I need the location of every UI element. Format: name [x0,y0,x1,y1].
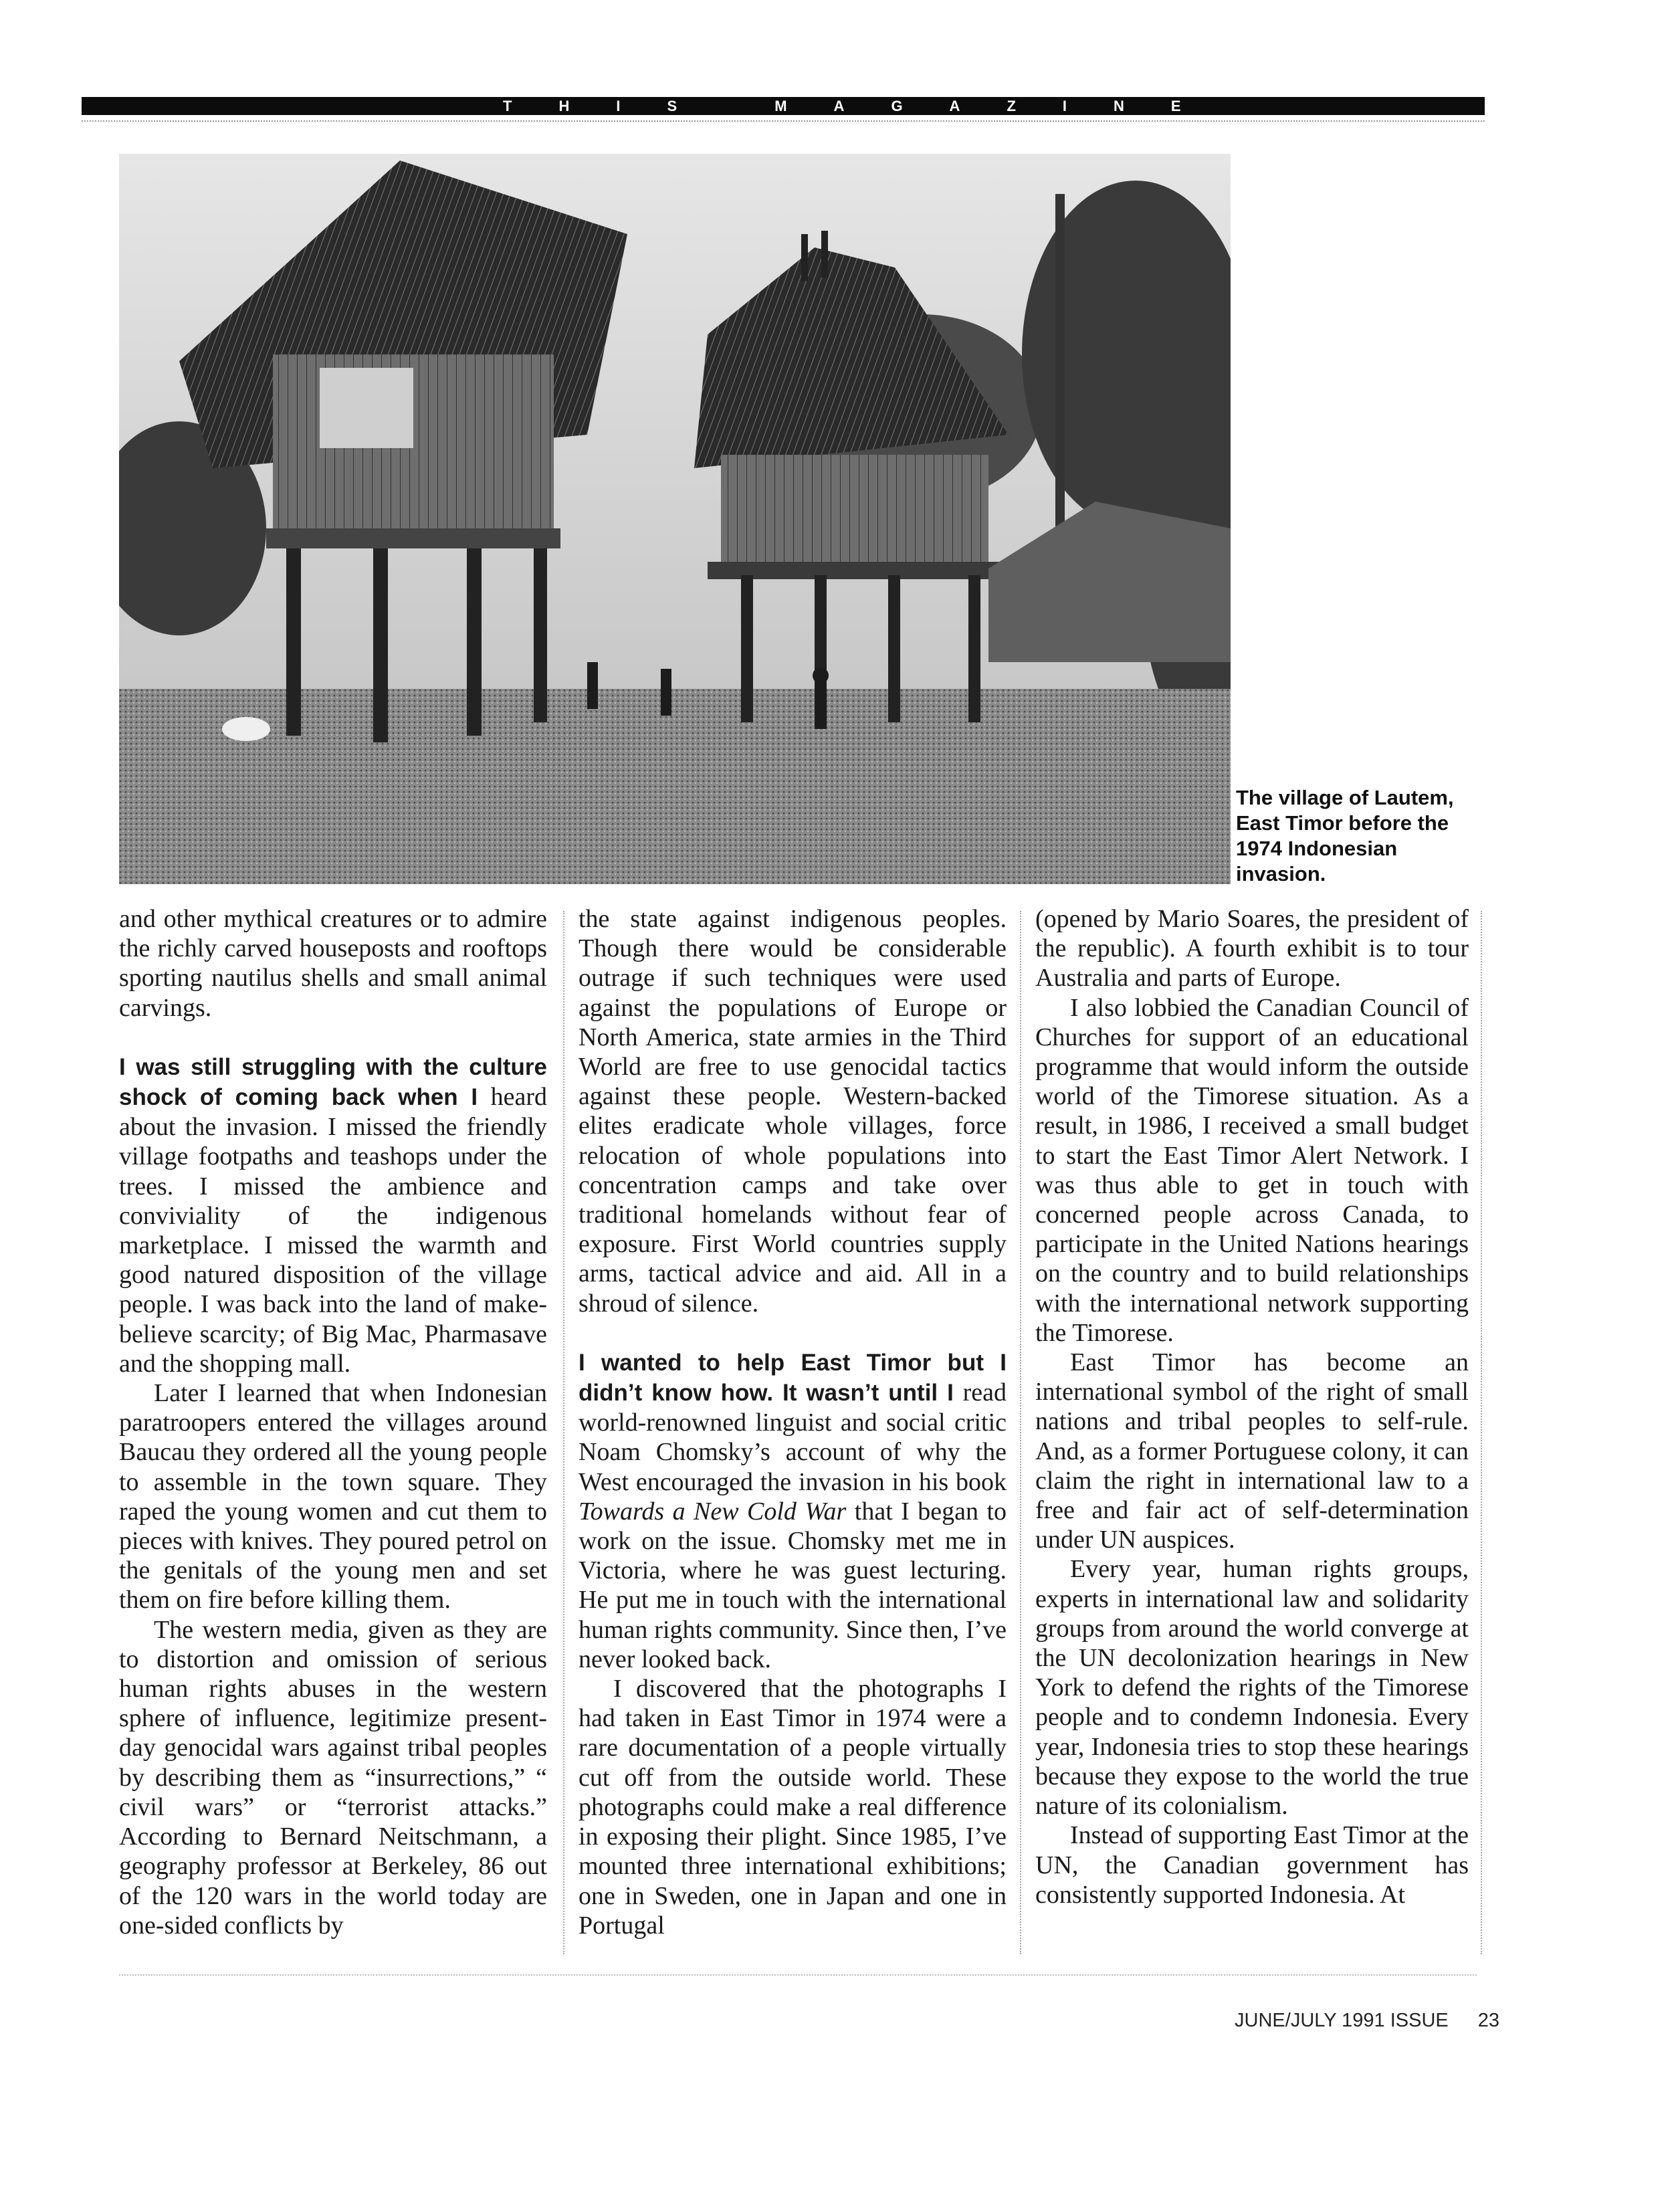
page-number: 23 [1477,2010,1499,2031]
article-column-2 [579,904,1007,1968]
col1-lead-in: I was still struggling with the culture shock of coming back when I [119,1053,547,1111]
book-title: Towards a New Cold War [579,1497,847,1526]
issue-label: JUNE/JULY 1991 ISSUE [1235,2010,1449,2031]
page-footer [1235,2010,1499,2032]
col3-paragraph-5: Instead of supporting East Timor at the UN, the Canadian government has consistently supported Indonesia. At [1035,1821,1469,1909]
photo-caption: The village of Lautem, East Timor before the 1974 Indonesian invasion. [1236,786,1454,886]
article-column-3 [1035,904,1469,1968]
col2-paragraph-2 [579,1348,1007,1674]
column-rule-3 [1481,911,1482,1954]
col3-paragraph-2: I also lobbied the Canadian Council of Churches for support of an educational programme that would inform the outside world of the Timorese situation. As a result, in 1986, I received a small budget to start the East Timor Alert Network. I was thus able to get in touch with concerned people across Canada, to participate in the United Nations hearings on the country and to build relationships with the international network supporting the Timorese. [1035,993,1469,1347]
col1-paragraph-3: Later I learned that when Indonesian paratroopers entered the villages around Baucau they ordered all the young people to assemble in the town square. They raped the young women and cut them to pieces with knives. They poured petrol on the genitals of the young men and set them on fire before killing them. [119,1379,547,1615]
magazine-masthead: THIS MAGAZINE [82,97,1485,115]
col2-paragraph-1: the state against indigenous peoples. Though there would be considerable outrage if such techniques were used against the populations of Europe or North America, state armies in the Third World are free to use genocidal tactics against these people. Western-backed elites eradicate whole villages, force relocation of whole populations into concentration camps and take over traditional homelands without fear of exposure. First World countries supply arms, tactical advice and aid. All in a shroud of silence. [579,905,1007,1318]
village-photo [119,154,1231,884]
col3-paragraph-3: East Timor has become an international symbol of the right of small nations and tribal peoples to self-rule. And, as a former Portuguese colony, it can claim the right in international law to a free and fair act of self-determination under UN auspices. [1035,1348,1469,1554]
col2-lead-in: I wanted to help East Timor but I didn’t know how. It wasn’t until I [579,1349,1007,1407]
top-rule [82,120,1485,122]
col1-paragraph-4: The western media, given as they are to distortion and omission of serious human rights abuses in the western sphere of influence, legitimize present-day genocidal wars against tribal peoples by describing them as “insurrections,” “ civil wars” or “terrorist attacks.” According to Bernard Neitschmann, a geography professor at Berkeley, 86 out of the 120 wars in the world today are one-sided conflicts by [119,1615,547,1940]
col2-paragraph-3: I discovered that the photographs I had taken in East Timor in 1974 were a rare documentation of a people virtually cut off from the outside world. These photographs could make a real difference in exposing their plight. Since 1985, I’ve mounted three international exhibitions; one in Sweden, one in Japan and one in Portugal [579,1675,1007,1940]
column-rule-2 [1020,911,1021,1954]
article-column-1 [119,904,547,1968]
col1-paragraph-2-text: heard about the invasion. I missed the friendly village footpaths and teashops under the trees. I missed the ambience and conviviality of the indigenous marketplace. I missed the warmth and good natured disposition of the village people. I was back into the land of make-believe scarcity; of Big Mac, Pharmasave and the shopping mall. [119,1083,547,1378]
bottom-rule [119,1974,1477,1976]
col2-paragraph-2-text-a: read world-renowned linguist and social critic Noam Chomsky’s account of why the West encouraged the invasion in his book [579,1378,1007,1496]
col1-paragraph-1: and other mythical creatures or to admire the richly carved houseposts and rooftops sporting nautilus shells and small animal carvings. [119,905,547,1022]
col2-paragraph-2-text-b: that I began to work on the issue. Chomsky met me in Victoria, where he was guest lecturing. He put me in touch with the international human rights community. Since then, I’ve never looked back. [579,1497,1007,1673]
col3-paragraph-1: (opened by Mario Soares, the president of the republic). A fourth exhibit is to tour Australia and parts of Europe. [1035,905,1469,993]
col1-paragraph-2 [119,1052,547,1378]
col3-paragraph-4: Every year, human rights groups, experts in international law and solidarity groups from around the world converge at the UN decolonization hearings in New York to defend the rights of the Timorese people and to condemn Indonesia. Every year, Indonesia tries to stop these hearings because they expose to the world the true nature of its colonialism. [1035,1555,1469,1820]
column-rule-1 [563,911,564,1954]
